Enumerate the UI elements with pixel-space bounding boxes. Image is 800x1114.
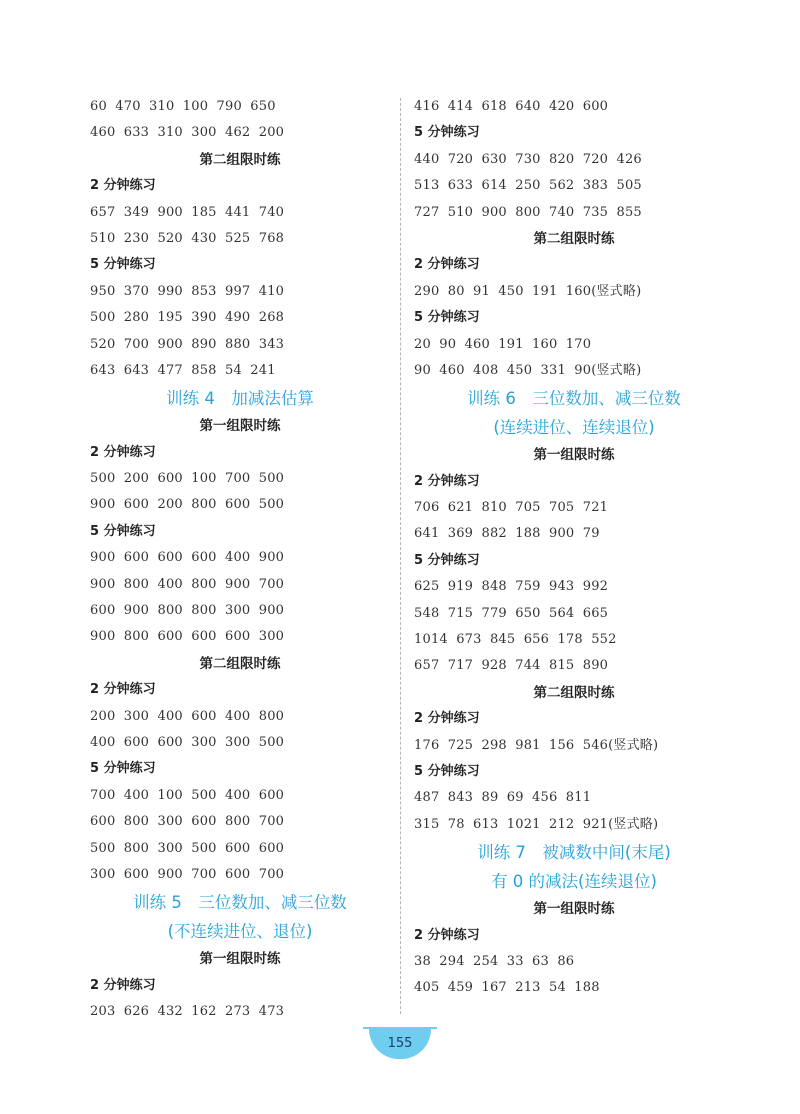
left-column (90, 94, 390, 1026)
answer-row: 200 300 400 600 400 800 (90, 708, 285, 724)
practice-label: 2 分钟练习 (90, 682, 156, 698)
practice-label: 5 分钟练习 (90, 761, 156, 777)
answer-row: 176 725 298 981 156 546(竖式略) (414, 737, 659, 753)
section-title: 训练 4 加减法估算 (166, 389, 314, 409)
section-title: 训练 5 三位数加、减三位数 (133, 893, 347, 913)
answer-row: 20 90 460 191 160 170 (414, 336, 592, 352)
practice-label: 5 分钟练习 (414, 763, 480, 779)
answer-row: 440 720 630 730 820 720 426 (414, 151, 642, 167)
answer-row: 900 600 600 600 400 900 (90, 550, 285, 566)
answer-row: 520 700 900 890 880 343 (90, 336, 285, 352)
right-column (414, 94, 734, 1002)
answer-row: 300 600 900 700 600 700 (90, 866, 285, 882)
section-title: 训练 7 被减数中间(末尾) (477, 843, 671, 863)
answer-row: 900 800 400 800 900 700 (90, 576, 285, 592)
column-divider (400, 98, 401, 1014)
practice-label: 5 分钟练习 (414, 125, 480, 141)
answer-row: 1014 673 845 656 178 552 (414, 632, 617, 648)
practice-label: 2 分钟练习 (414, 473, 480, 489)
section-title: 有 0 的减法(连续退位) (491, 872, 657, 892)
group-heading: 第二组限时练 (533, 230, 615, 247)
answer-row: 315 78 613 1021 212 921(竖式略) (414, 816, 659, 832)
section-title: 训练 6 三位数加、减三位数 (467, 389, 681, 409)
answer-row: 600 900 800 800 300 900 (90, 603, 285, 619)
practice-label: 2 分钟练习 (90, 178, 156, 194)
answer-row: 510 230 520 430 525 768 (90, 230, 285, 246)
practice-label: 5 分钟练习 (90, 523, 156, 539)
group-heading: 第一组限时练 (199, 418, 281, 435)
answer-row: 900 800 600 600 600 300 (90, 629, 285, 645)
answer-row: 38 294 254 33 63 86 (414, 953, 575, 969)
group-heading: 第一组限时练 (533, 901, 615, 918)
answer-row: 657 717 928 744 815 890 (414, 658, 609, 674)
practice-label: 5 分钟练习 (414, 552, 480, 568)
practice-label: 2 分钟练习 (414, 711, 480, 727)
answer-row: 500 800 300 500 600 600 (90, 840, 285, 856)
group-heading: 第一组限时练 (199, 951, 281, 968)
practice-label: 2 分钟练习 (90, 444, 156, 460)
answer-row: 600 800 300 600 800 700 (90, 814, 285, 830)
answer-row: 60 470 310 100 790 650 (90, 99, 276, 114)
page-number-badge (369, 1029, 431, 1059)
answer-row: 727 510 900 800 740 735 855 (414, 204, 642, 220)
answer-row: 900 600 200 800 600 500 (90, 497, 285, 513)
answer-row: 416 414 618 640 420 600 (414, 99, 609, 114)
group-heading: 第二组限时练 (199, 151, 281, 168)
answer-row: 203 626 432 162 273 473 (90, 1004, 285, 1020)
section-title: (不连续进位、退位) (167, 922, 313, 942)
answer-row: 90 460 408 450 331 90(竖式略) (414, 362, 642, 378)
practice-label: 2 分钟练习 (414, 927, 480, 943)
answer-row: 460 633 310 300 462 200 (90, 125, 285, 141)
practice-label: 5 分钟练习 (414, 310, 480, 326)
answer-row: 641 369 882 188 900 79 (414, 526, 600, 542)
answer-row: 657 349 900 185 441 740 (90, 204, 285, 220)
practice-label: 5 分钟练习 (90, 257, 156, 273)
answer-row: 643 643 477 858 54 241 (90, 362, 276, 378)
group-heading: 第二组限时练 (533, 684, 615, 701)
answer-row: 500 280 195 390 490 268 (90, 310, 285, 326)
answer-row: 625 919 848 759 943 992 (414, 579, 609, 595)
answer-row: 487 843 89 69 456 811 (414, 790, 592, 806)
section-title: (连续进位、连续退位) (493, 418, 655, 438)
answer-row: 405 459 167 213 54 188 (414, 980, 600, 996)
answer-row: 400 600 600 300 300 500 (90, 734, 285, 750)
answer-row: 950 370 990 853 997 410 (90, 283, 285, 299)
answer-row: 700 400 100 500 400 600 (90, 787, 285, 803)
answer-row: 548 715 779 650 564 665 (414, 605, 609, 621)
answer-row: 290 80 91 450 191 160(竖式略) (414, 283, 642, 299)
practice-label: 2 分钟练习 (414, 257, 480, 273)
group-heading: 第二组限时练 (199, 655, 281, 672)
answer-row: 513 633 614 250 562 383 505 (414, 178, 642, 194)
answer-row: 500 200 600 100 700 500 (90, 471, 285, 487)
group-heading: 第一组限时练 (533, 447, 615, 464)
practice-label: 2 分钟练习 (90, 977, 156, 993)
answer-row: 706 621 810 705 705 721 (414, 500, 609, 516)
page-number: 155 (387, 1036, 413, 1051)
